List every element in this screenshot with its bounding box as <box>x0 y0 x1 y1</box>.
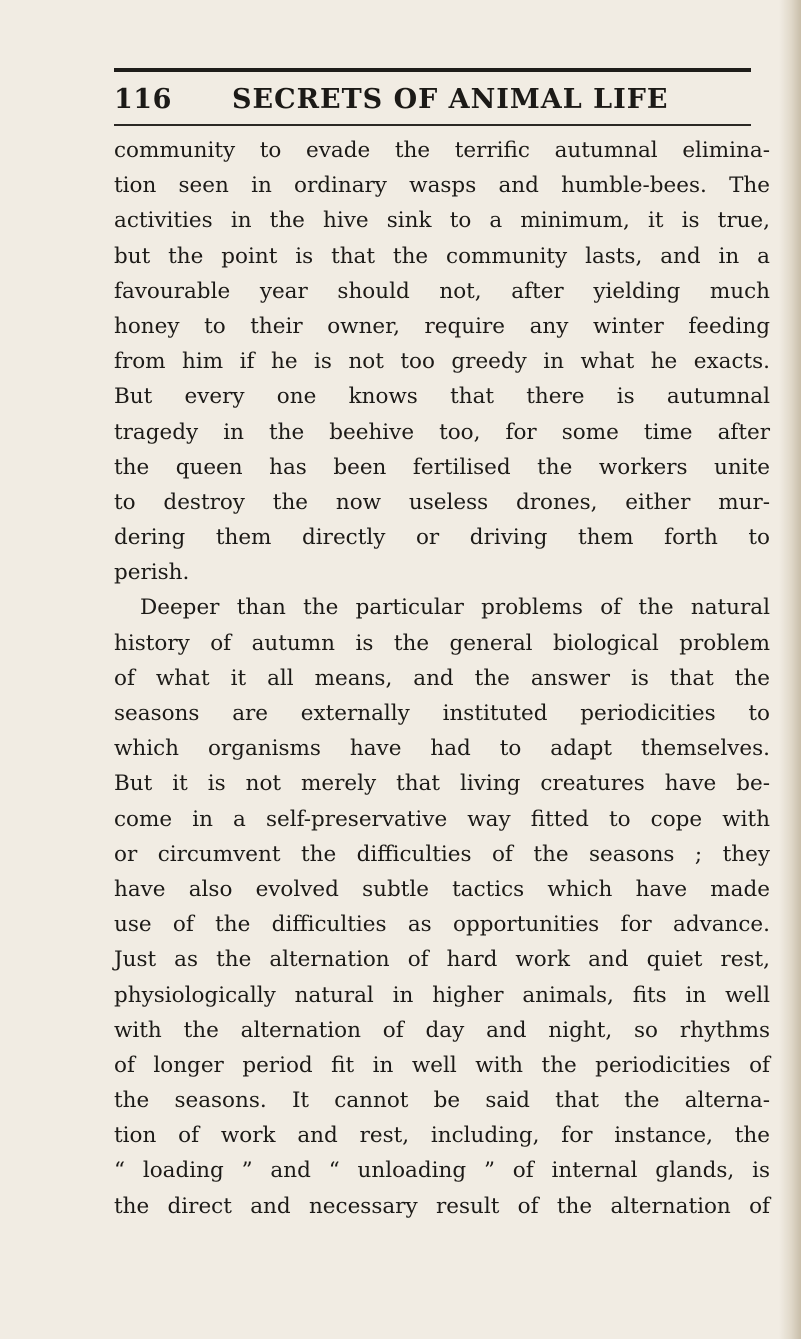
text-line: seasons are externally instituted periodicities to <box>114 701 770 726</box>
header-rule-top <box>114 68 751 72</box>
text-line: have also evolved subtle tactics which have made <box>114 876 770 902</box>
header-rule-bottom <box>114 124 751 126</box>
text-line: “ loading ” and “ unloading ” of internal glands, is <box>114 1158 770 1184</box>
text-line: come in a self-preservative way fitted to cope with <box>114 806 770 832</box>
text-line: which organisms have had to adapt themselves. <box>114 736 770 762</box>
text-line: physiologically natural in higher animals, fits in well <box>114 982 770 1008</box>
text-line: or circumvent the difficulties of the seasons ; they <box>114 841 770 867</box>
text-line: the direct and necessary result of the alternation of <box>114 1193 770 1219</box>
text-line: of what it all means, and the answer is that the <box>114 665 770 691</box>
text-line: But every one knows that there is autumnal <box>114 384 770 410</box>
text-line: tion of work and rest, including, for instance, the <box>114 1123 770 1149</box>
body-text <box>114 133 770 1224</box>
text-line: to destroy the now useless drones, either mur- <box>114 489 770 515</box>
text-line: community to evade the terrific autumnal elimina- <box>114 138 770 163</box>
text-line: tion seen in ordinary wasps and humble-bees. The <box>114 173 770 199</box>
text-line: of longer period fit in well with the periodicities of <box>114 1052 770 1078</box>
text-line: but the point is that the community lasts, and in a <box>114 243 770 269</box>
text-line: dering them directly or driving them forth to <box>114 525 770 551</box>
page-number: 116 <box>114 84 172 115</box>
text-line: tragedy in the beehive too, for some time after <box>114 419 770 445</box>
running-title: SECRETS OF ANIMAL LIFE <box>232 84 669 115</box>
text-line: the seasons. It cannot be said that the alterna- <box>114 1088 770 1114</box>
text-line: the queen has been fertilised the workers unite <box>114 454 770 480</box>
paragraph-start-line: Deeper than the particular problems of the natural <box>140 595 770 621</box>
text-line: activities in the hive sink to a minimum, it is true, <box>114 208 770 234</box>
text-line: with the alternation of day and night, so rhythms <box>114 1017 770 1043</box>
text-line: honey to their owner, require any winter feeding <box>114 313 770 339</box>
running-head <box>114 80 751 120</box>
text-line: favourable year should not, after yielding much <box>114 278 770 304</box>
page-edge-shadow <box>779 0 801 1339</box>
paragraph-end-line: perish. <box>114 560 190 586</box>
text-line: Just as the alternation of hard work and quiet rest, <box>114 947 770 973</box>
text-line: use of the difficulties as opportunities for advance. <box>114 912 770 938</box>
text-line: But it is not merely that living creatures have be- <box>114 771 770 797</box>
text-line: history of autumn is the general biological problem <box>114 630 770 656</box>
text-line: from him if he is not too greedy in what he exacts. <box>114 349 770 375</box>
